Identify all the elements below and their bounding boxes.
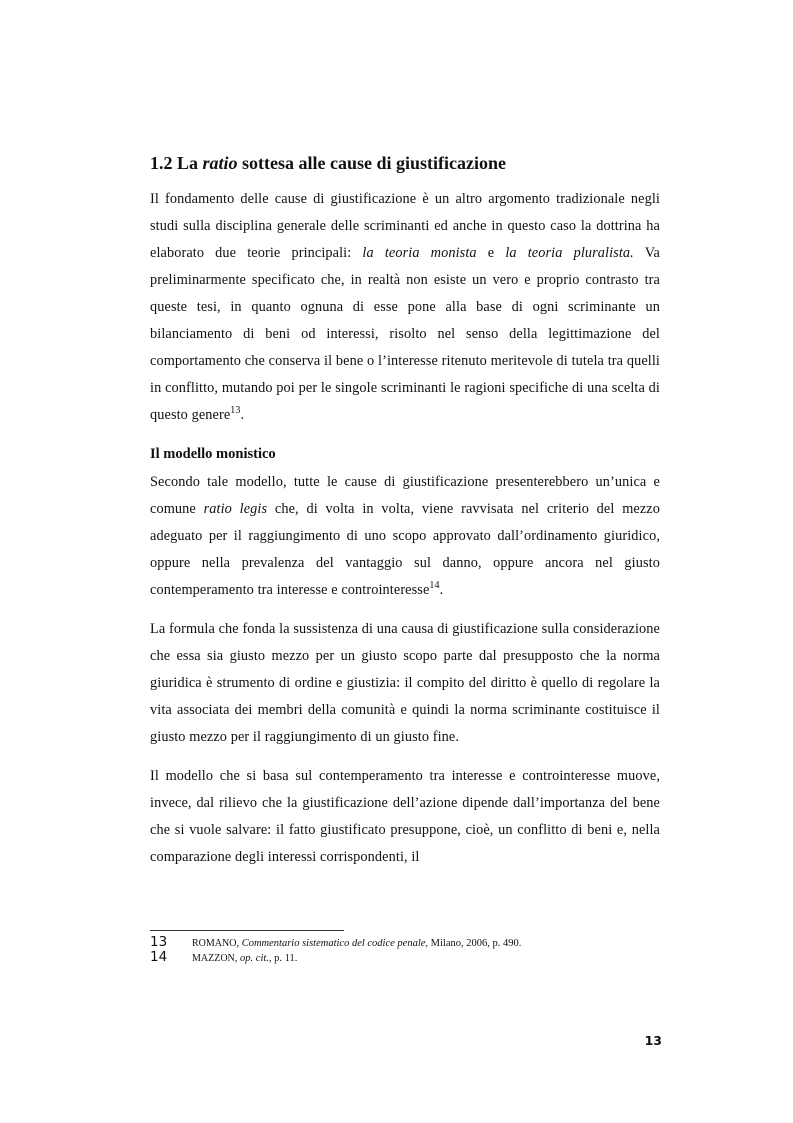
footnote-sep: ,	[234, 953, 241, 964]
para1-italic-2: la teoria pluralista.	[505, 245, 634, 261]
footnote-13	[150, 934, 660, 949]
para2-end: .	[439, 582, 444, 598]
main-content	[150, 150, 660, 871]
footnote-title: op. cit.	[240, 953, 269, 964]
section-heading-italic: ratio	[202, 153, 238, 173]
para1-italic-1: la teoria monista	[362, 245, 477, 261]
footnote-author: ROMANO	[192, 938, 237, 949]
para2-text-1: Secondo tale modello, tutte le cause di giustificazione presenterebbero un’unica e comune	[150, 474, 660, 517]
footnote-text	[192, 938, 521, 949]
footnote-author: MAZZON	[192, 953, 235, 964]
footnote-number: 14	[150, 949, 168, 965]
section-heading-suffix: sottesa alle cause di giustificazione	[237, 153, 507, 173]
footnote-ref-14[interactable]: 14	[429, 580, 440, 591]
footnote-14	[150, 949, 660, 964]
footnote-rest: , p. 11.	[268, 953, 298, 964]
footnote-ref-13[interactable]: 13	[230, 405, 241, 416]
para1-text-2: e	[476, 245, 506, 261]
section-heading-prefix: 1.2 La	[150, 153, 203, 173]
para2-text-2: che, di volta in volta, viene ravvisata nel criterio del mezzo adeguato per il raggiungimento di uno scopo approvato dall’ordinamento giuridico, oppure nella prevalenza del vantaggio sul danno, oppure ancora nel giusto contemperamento tra interesse e controinteresse	[150, 501, 660, 598]
footnote-rest: Milano, 2006, p. 490.	[428, 938, 522, 949]
footnote-text	[192, 953, 297, 964]
footnote-title: Commentario sistematico del codice penale,	[241, 938, 429, 949]
para2-italic-1: ratio legis	[203, 501, 268, 517]
paragraph-2	[150, 469, 660, 604]
paragraph-3: La formula che fonda la sussistenza di una causa di giustificazione sulla considerazione che essa sia giusto mezzo per un giusto scopo parte dal presupposto che la norma giuridica è strumento di ordine e giustizia: il compito del diritto è quello di regolare la vita associata dei membri della comunità e quindi la norma scriminante costituisce il giusto mezzo per il raggiungimento di un giusto fine.	[150, 621, 660, 745]
paragraph-4: Il modello che si basa sul contemperamento tra interesse e controinteresse muove, invece, dal rilievo che la giustificazione dell’azione dipende dall’importanza del bene che si vuole salvare: il fatto giustificato presuppone, cioè, un conflitto di beni e, nella comparazione degli interessi corrispondenti, il	[150, 768, 660, 865]
subheading-modello-monistico: Il modello monistico	[150, 446, 276, 462]
para1-text-3: Va preliminarmente specificato che, in realtà non esiste un vero e proprio contrasto tra queste tesi, in quanto ognuna di esse pone alla base di ogni scriminante un bilanciamento di beni od interessi, risolto nel senso della legittimazione del comportamento che conserva il bene o l’interesse ritenuto meritevole di tutela tra quelli in conflitto, mutando poi per le singole scriminanti le ragioni specifiche di una scelta di questo genere	[150, 245, 660, 423]
section-heading	[150, 150, 660, 176]
footnote-number: 13	[150, 934, 168, 950]
paragraph-1	[150, 186, 660, 429]
para1-end: .	[240, 407, 245, 423]
footnote-separator	[150, 930, 344, 931]
para1-text-1: Il fondamento delle cause di giustificazione è un altro argomento tradizionale negli studi sulla disciplina generale delle scriminanti ed anche in questo caso la dottrina ha elaborato due teorie principali:	[150, 191, 660, 261]
footnote-sep: ,	[236, 938, 242, 949]
page-number: 13	[644, 1033, 662, 1048]
footnotes	[150, 934, 660, 964]
